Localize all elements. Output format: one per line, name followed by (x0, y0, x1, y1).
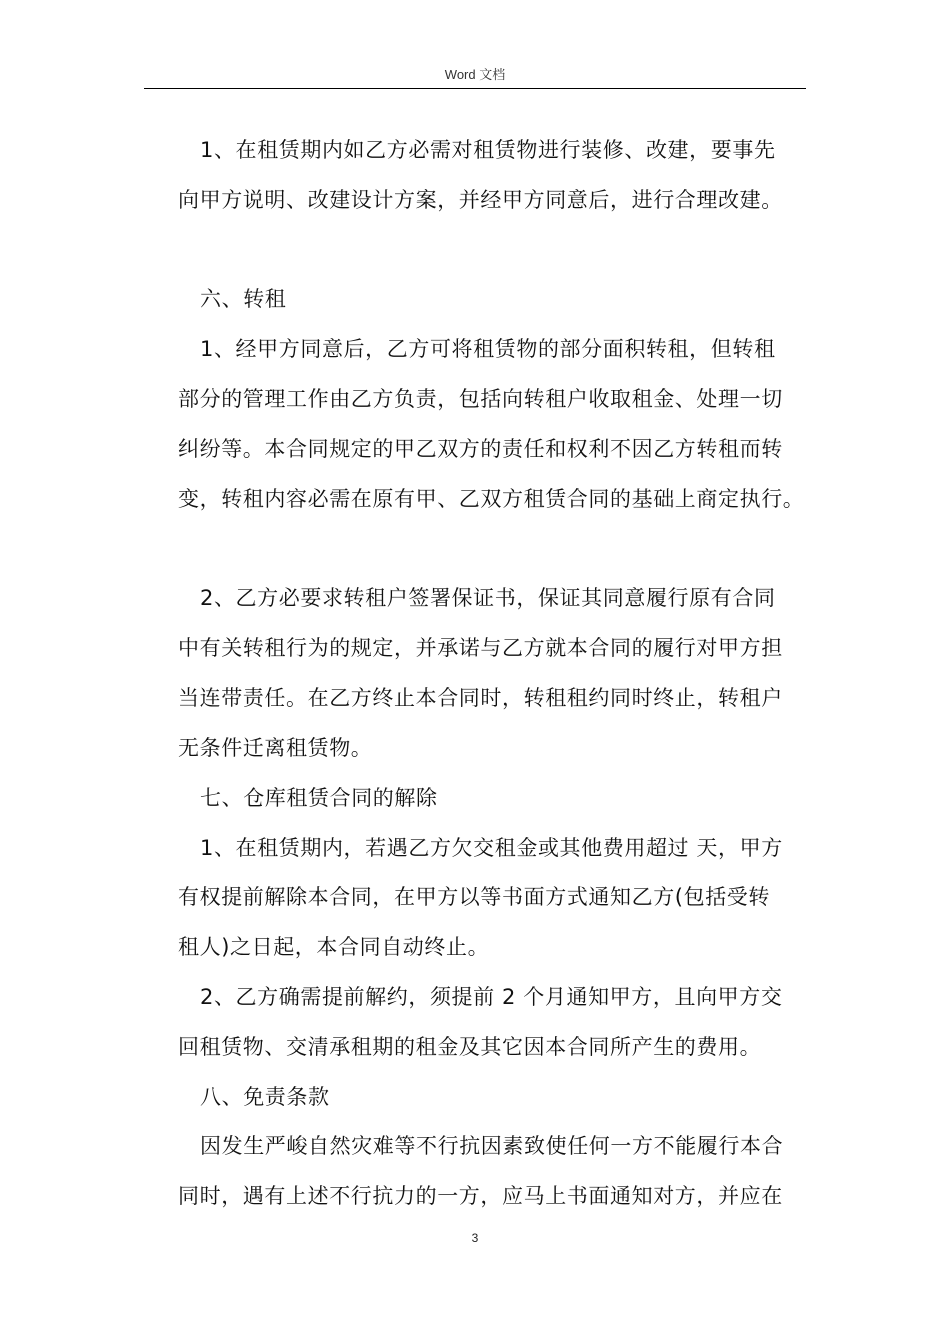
text-line: 变，转租内容必需在原有甲、乙双方租赁合同的基础上商定执行。 (178, 487, 805, 511)
text-line: 当连带责任。在乙方终止本合同时，转租租约同时终止，转租户 (178, 686, 783, 710)
text-line: 部分的管理工作由乙方负责，包括向转租户收取租金、处理一切 (178, 387, 783, 411)
text-line: 1、在租赁期内，若遇乙方欠交租金或其他费用超过 天，甲方 (200, 836, 783, 860)
page-header: Word 文档 (444, 67, 506, 82)
header-divider (144, 88, 806, 89)
text-line: 无条件迁离租赁物。 (178, 736, 373, 760)
text-line: 2、乙方确需提前解约，须提前 2 个月通知甲方，且向甲方交 (200, 985, 783, 1009)
text-line: 回租赁物、交清承租期的租金及其它因本合同所产生的费用。 (178, 1035, 762, 1059)
text-line: 纠纷等。本合同规定的甲乙双方的责任和权利不因乙方转租而转 (178, 437, 783, 461)
text-line: 有权提前解除本合同，在甲方以等书面方式通知乙方(包括受转 (178, 885, 770, 909)
text-line: 租人)之日起，本合同自动终止。 (178, 935, 490, 959)
text-line: 同时，遇有上述不行抗力的一方，应马上书面通知对方，并应在 (178, 1184, 783, 1208)
text-line: 中有关转租行为的规定，并承诺与乙方就本合同的履行对甲方担 (178, 636, 783, 660)
text-line: 因发生严峻自然灾难等不行抗因素致使任何一方不能履行本合 (200, 1134, 784, 1158)
text-line: 2、乙方必要求转租户签署保证书，保证其同意履行原有合同 (200, 586, 776, 610)
page-number: 3 (471, 1231, 479, 1245)
text-line: 1、经甲方同意后，乙方可将租赁物的部分面积转租，但转租 (200, 337, 776, 361)
text-line: 1、在租赁期内如乙方必需对租赁物进行装修、改建，要事先 (200, 138, 776, 162)
text-line: 向甲方说明、改建设计方案，并经甲方同意后，进行合理改建。 (178, 188, 783, 212)
section-heading: 七、仓库租赁合同的解除 (200, 786, 438, 810)
section-heading: 六、转租 (200, 287, 287, 311)
section-heading: 八、免责条款 (200, 1085, 330, 1109)
